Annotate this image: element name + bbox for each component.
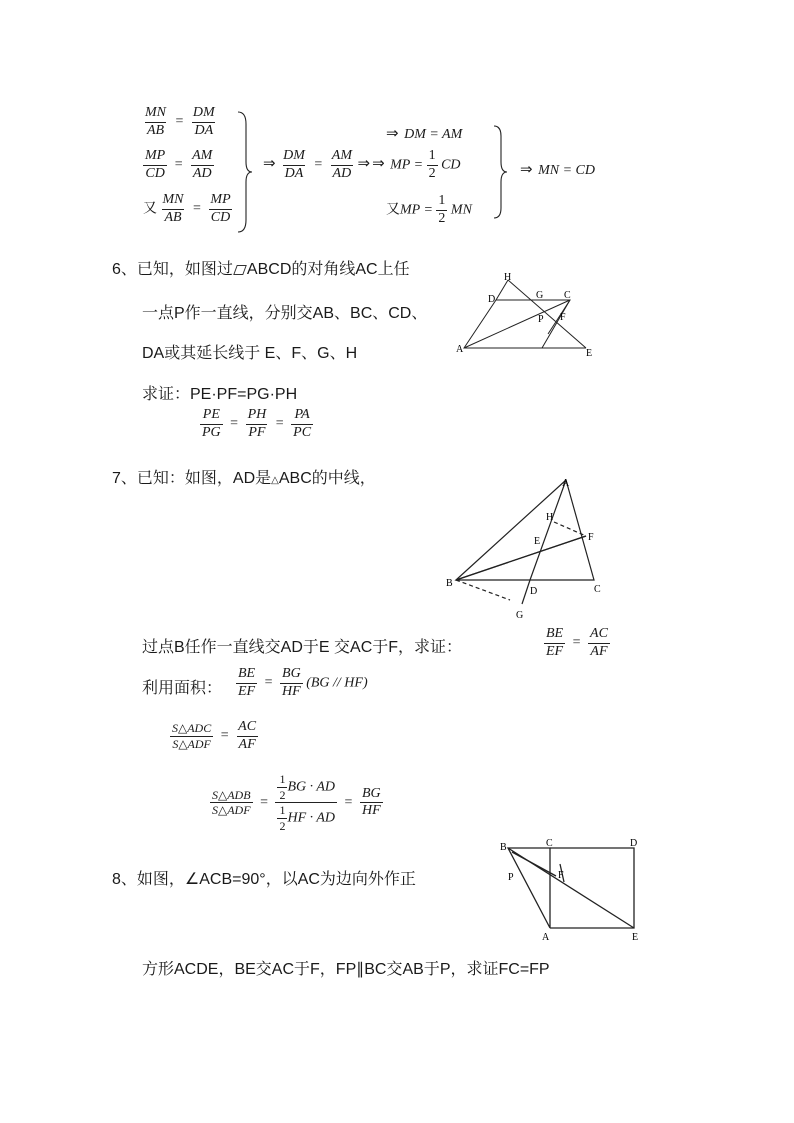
fig7-label-f: F xyxy=(588,532,594,543)
eq-final: ⇒ MN = CD xyxy=(520,160,595,178)
fig6-label-h: H xyxy=(504,272,512,283)
fig6-label-p: P xyxy=(538,314,544,325)
problem-6-line2: 一点P作一直线，分别交AB、BC、CD、 xyxy=(142,305,428,322)
parallelogram-symbol xyxy=(233,265,247,275)
fig7-label-a: A xyxy=(562,478,570,489)
problem-6-ratio: $\frac{PE}{PG}$ = $\frac{PH}{PF}$ = $\frac{PA}{PC}$ xyxy=(202,407,312,440)
fig7-label-g: G xyxy=(516,610,524,621)
fig6-label-g: G xyxy=(536,290,544,301)
fig6-label-a: A xyxy=(456,344,464,355)
fig6-label-e: E xyxy=(586,348,593,359)
eq-middle: ⇒ $\frac{DM}{DA}$ = $\frac{AM}{AD}$ ⇒ ⇒ MP = $\frac{1}{2}$ CD xyxy=(263,148,461,181)
fig6-label-d: D xyxy=(488,294,496,305)
problem-7-line3: 利用面积： xyxy=(142,680,223,697)
right-brace-1 xyxy=(236,110,254,235)
eq-row-2: $\frac{MP}{CD}$ = $\frac{AM}{AD}$ xyxy=(145,148,213,181)
fig8-label-f: F xyxy=(558,870,564,881)
problem-7-line2: 过点B任作一直线交AD于E 交AC于F，求证： xyxy=(142,639,463,656)
problem-7-s-ratio-1: $\frac{\text{S△ADC}}{\text{S△ADF}}$ = $\frac{AC}{AF}$ xyxy=(172,719,257,752)
fig8-label-b: B xyxy=(500,842,507,853)
fig7-label-d: D xyxy=(530,586,538,597)
eq-row-1: $\frac{MN}{AB}$ = $\frac{DM}{DA}$ xyxy=(145,105,215,138)
fig6-label-f: F xyxy=(560,312,566,323)
triangle-symbol: △ xyxy=(271,475,279,486)
fig6-label-c: C xyxy=(564,290,571,301)
fig7-label-b: B xyxy=(446,578,453,589)
problem-7-s-ratio-2: $\frac{\text{S△ADB}}{\text{S△ADF}}$ = $\frac{1}{2}$ BG · AD $\frac{1}{2}$ HF · AD = $\frac{BG}{HF}$ xyxy=(212,772,381,833)
eq-res-3: 又MP = $\frac{1}{2}$ MN xyxy=(386,193,472,226)
problem-7-goal: $\frac{BE}{EF}$ = $\frac{AC}{AF}$ xyxy=(546,626,608,659)
problem-6-line3: DA或其延长线于 E、F、G、H xyxy=(142,345,358,362)
problem-8-line2: 方形ACDE，BE交AC于F，FP∥BC交AB于P，求证FC=FP xyxy=(142,961,550,978)
fig7-label-h: H xyxy=(546,512,554,523)
fig8-label-a: A xyxy=(542,932,550,943)
problem-7-figure xyxy=(444,474,616,622)
fig8-label-e: E xyxy=(632,932,639,943)
problem-6-figure xyxy=(452,268,602,362)
eq-res-1: ⇒ DM = AM xyxy=(386,124,463,142)
right-brace-2 xyxy=(492,124,510,220)
problem-6-line4: 求证：PE·PF=PG·PH xyxy=(142,386,298,403)
problem-8-figure xyxy=(498,836,646,944)
problem-6-line1: 6、已知，如图过 ABCD的对角线AC上任 xyxy=(112,261,410,278)
problem-7-area-ratio: $\frac{BE}{EF}$ = $\frac{BG}{HF}$ (BG // HF) xyxy=(238,666,368,699)
eq-row-3: 又 $\frac{MN}{AB}$ = $\frac{MP}{CD}$ xyxy=(143,192,231,225)
fig8-label-c: C xyxy=(546,838,553,849)
fig8-label-d: D xyxy=(630,838,638,849)
problem-7-line1: 7、已知：如图，AD是△ABC的中线， xyxy=(112,470,376,487)
fig8-label-p: P xyxy=(508,872,514,883)
fig7-label-e: E xyxy=(534,536,541,547)
fig7-label-c: C xyxy=(594,584,601,595)
problem-8-line1: 8、如图，∠ACB=90°，以AC为边向外作正 xyxy=(112,871,416,888)
